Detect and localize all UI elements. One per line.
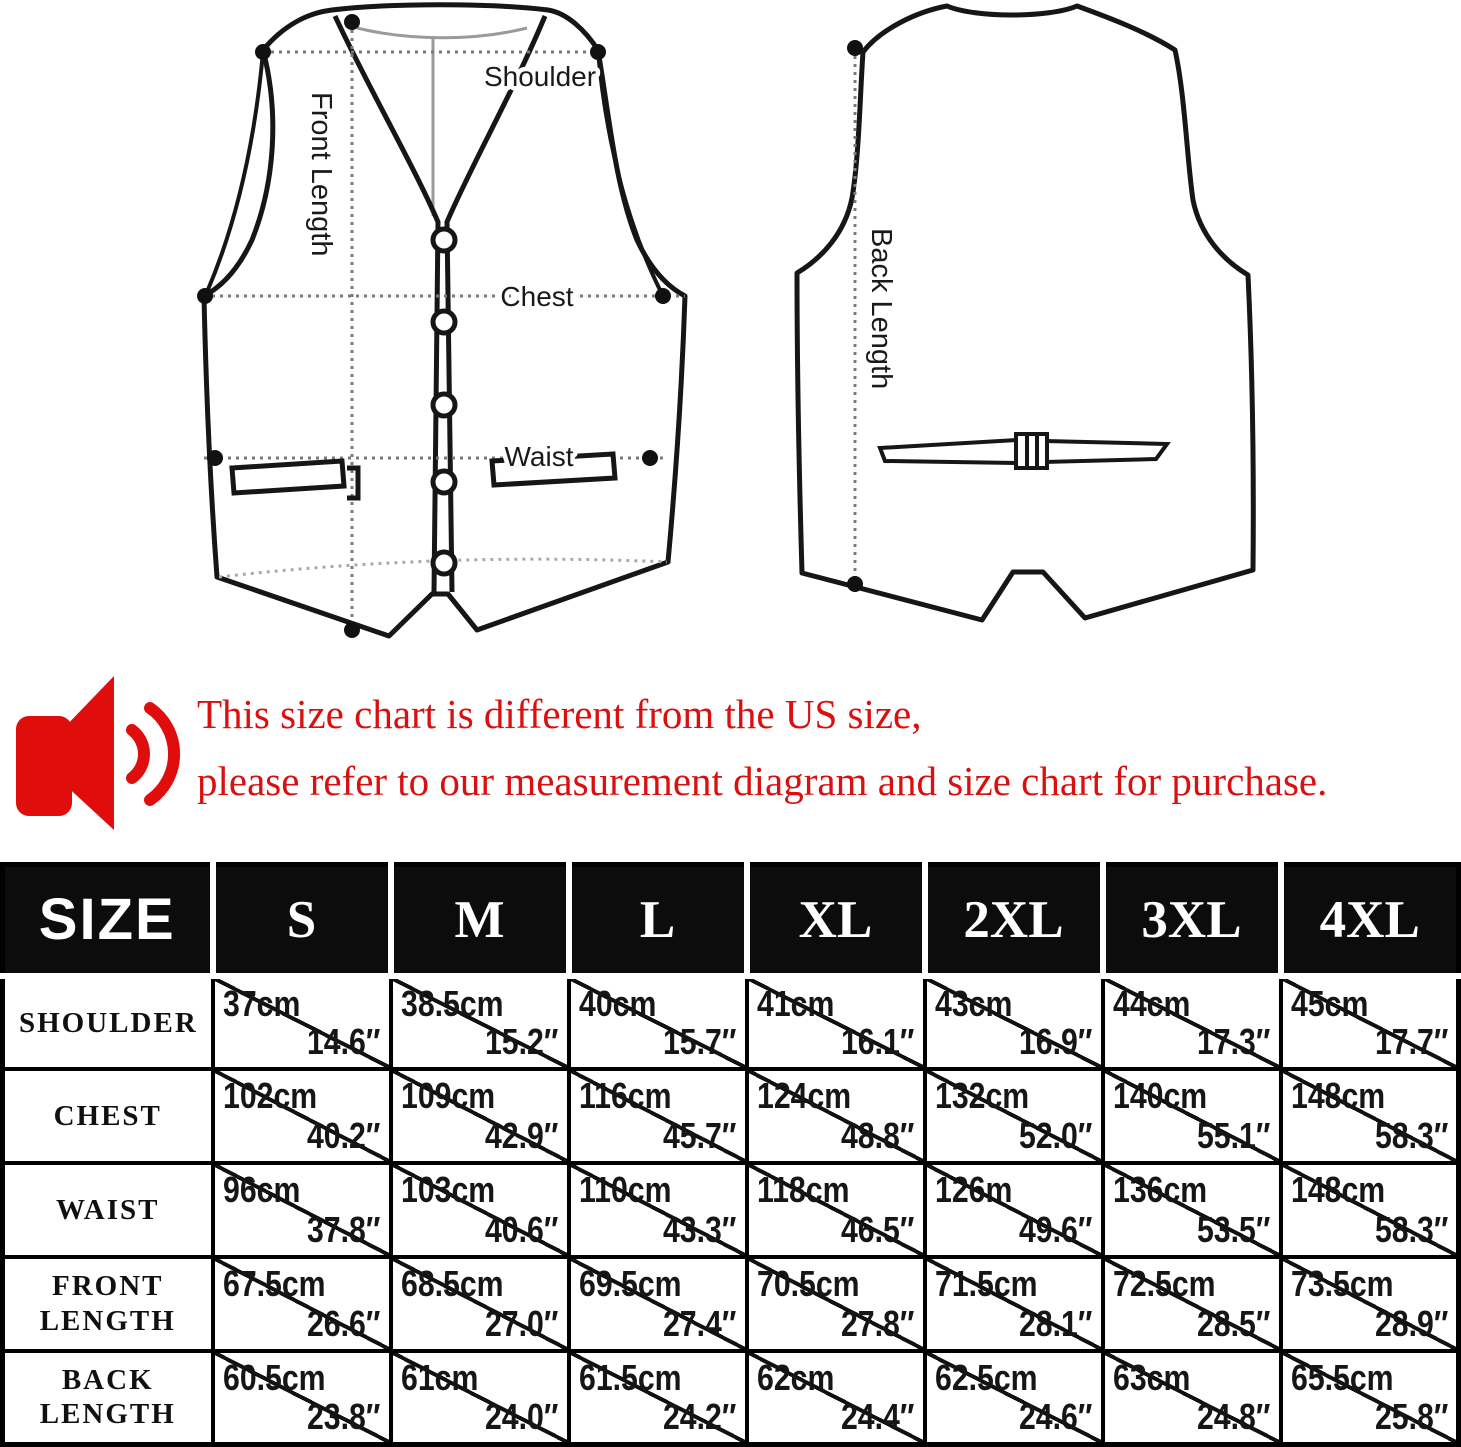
size-table-header-row (3, 865, 1459, 976)
measurement-cell: 73.5cm 28.9″ (1281, 1257, 1459, 1351)
measurement-cell: 110cm 43.3″ (569, 1163, 747, 1257)
measurement-cell: 40cm 15.7″ (569, 976, 747, 1070)
notice-line-2: please refer to our measurement diagram and size chart for purchase. (197, 758, 1328, 804)
shoulder-label: Shoulder (483, 61, 597, 92)
measurement-cell: 96cm 37.8″ (213, 1163, 391, 1257)
measurement-cell: 45cm 17.7″ (1281, 976, 1459, 1070)
measurement-cell: 68.5cm 27.0″ (391, 1257, 569, 1351)
measurement-cell: 70.5cm 27.8″ (747, 1257, 925, 1351)
measurement-cell: 72.5cm 28.5″ (1103, 1257, 1281, 1351)
table-row-shoulder (3, 976, 1459, 1070)
measurement-cell: 109cm 42.9″ (391, 1069, 569, 1163)
table-row-chest (3, 1069, 1459, 1163)
table-row-waist (3, 1163, 1459, 1257)
measurement-cell: 62.5cm 24.6″ (925, 1351, 1103, 1445)
measurement-cell: 102cm 40.2″ (213, 1069, 391, 1163)
header-col-3xl: 3XL (1103, 865, 1281, 976)
measurement-cell: 118cm 46.5″ (747, 1163, 925, 1257)
measurement-cell: 116cm 45.7″ (569, 1069, 747, 1163)
header-col-xl: XL (747, 865, 925, 976)
row-label: WAIST (3, 1163, 213, 1257)
measurement-cell: 44cm 17.3″ (1103, 976, 1281, 1070)
header-col-2xl: 2XL (925, 865, 1103, 976)
table-row-back-length (3, 1351, 1459, 1445)
measurement-cell: 62cm 24.4″ (747, 1351, 925, 1445)
measurement-cell: 61.5cm 24.2″ (569, 1351, 747, 1445)
measurement-cell: 61cm 24.0″ (391, 1351, 569, 1445)
measurement-cell: 38.5cm 15.2″ (391, 976, 569, 1070)
measurement-cell: 65.5cm 25.8″ (1281, 1351, 1459, 1445)
left-pocket (232, 461, 344, 493)
measurement-cell: 126m 49.6″ (925, 1163, 1103, 1257)
header-col-4xl: 4XL (1281, 865, 1459, 976)
row-label: CHEST (3, 1069, 213, 1163)
measurement-cell: 67.5cm 26.6″ (213, 1257, 391, 1351)
measurement-cell: 69.5cm 27.4″ (569, 1257, 747, 1351)
measurement-cell: 37cm 14.6″ (213, 976, 391, 1070)
measurement-cell: 71.5cm 28.1″ (925, 1257, 1103, 1351)
measurement-cell: 60.5cm 23.8″ (213, 1351, 391, 1445)
measurement-cell: 41cm 16.1″ (747, 976, 925, 1070)
measurement-cell: 124cm 48.8″ (747, 1069, 925, 1163)
row-label: BACK LENGTH (3, 1351, 213, 1445)
header-col-s: S (213, 865, 391, 976)
size-table (0, 862, 1461, 1447)
measurement-cell: 140cm 55.1″ (1103, 1069, 1281, 1163)
front-length-label: Front Length (305, 92, 337, 257)
chest-label: Chest (500, 281, 574, 312)
notice-line-1: This size chart is different from the US size, (197, 691, 922, 737)
back-length-label: Back Length (865, 228, 897, 390)
waist-label: Waist (504, 441, 574, 472)
speaker-icon (12, 670, 192, 838)
measurement-cell: 148cm 58.3″ (1281, 1069, 1459, 1163)
header-col-m: M (391, 865, 569, 976)
measurement-cell: 148cm 58.3″ (1281, 1163, 1459, 1257)
row-label: SHOULDER (3, 976, 213, 1070)
table-row-front-length (3, 1257, 1459, 1351)
row-label: FRONT LENGTH (3, 1257, 213, 1351)
front-vest-diagram (185, 0, 695, 660)
measurement-cell: 132cm 52.0″ (925, 1069, 1103, 1163)
back-vest-diagram (785, 0, 1315, 632)
measurement-cell: 43cm 16.9″ (925, 976, 1103, 1070)
header-col-l: L (569, 865, 747, 976)
measurement-cell: 63cm 24.8″ (1103, 1351, 1281, 1445)
header-size: SIZE (3, 865, 213, 976)
measurement-cell: 103cm 40.6″ (391, 1163, 569, 1257)
notice-text (197, 681, 1327, 815)
measurement-cell: 136cm 53.5″ (1103, 1163, 1281, 1257)
